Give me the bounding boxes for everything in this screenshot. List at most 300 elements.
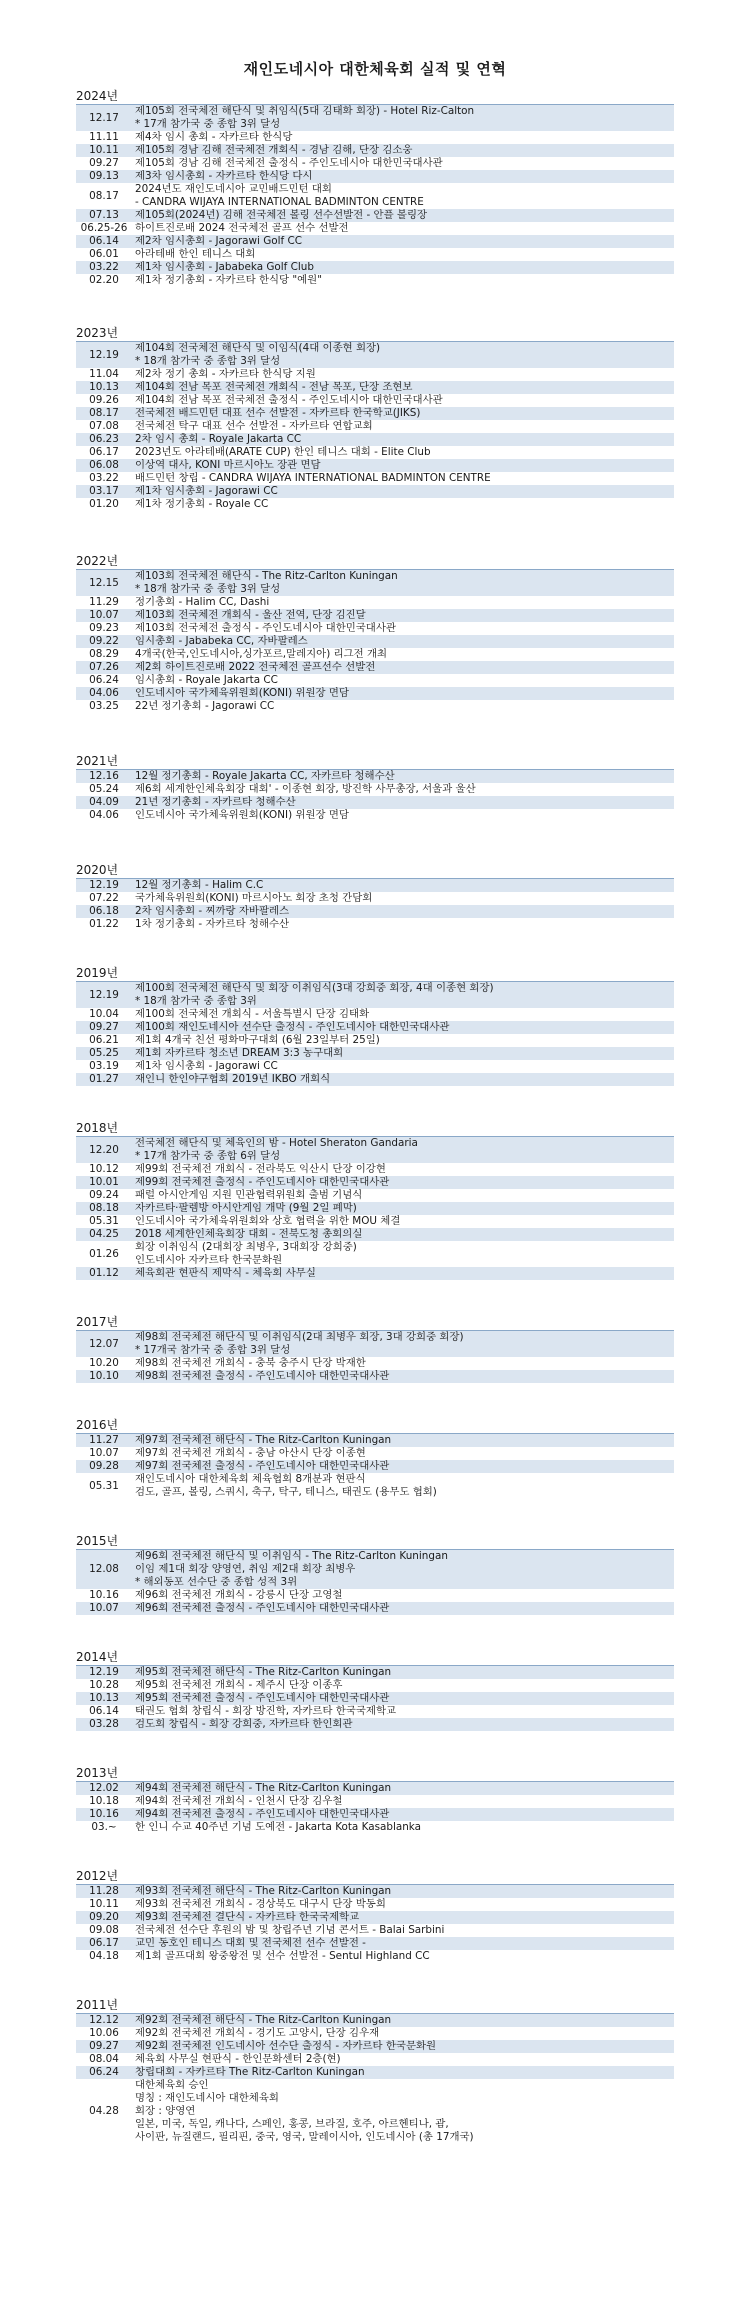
history-entry <box>76 170 674 183</box>
entry-date: 12.07 <box>89 1337 119 1350</box>
entry-description <box>132 1189 674 1202</box>
entry-description <box>132 1550 674 1589</box>
history-entry <box>76 1073 674 1086</box>
entry-line: 제100회 재인도네시아 선수단 출정식 - 주인도네시아 대한민국대사관 <box>135 1021 450 1033</box>
entry-line: 제96회 전국체전 출정식 - 주인도네시아 대한민국대사관 <box>135 1602 390 1614</box>
history-entry <box>76 157 674 170</box>
entry-date: 09.26 <box>89 394 119 406</box>
entry-date: 01.27 <box>89 1073 119 1085</box>
entry-description <box>132 1176 674 1189</box>
entry-description <box>132 1898 674 1911</box>
year-heading: 2022년 <box>76 554 119 568</box>
entry-description <box>132 144 674 157</box>
history-entry <box>76 635 674 648</box>
entry-date: 08.18 <box>89 1202 119 1214</box>
entry-description <box>132 1008 674 1021</box>
entry-description <box>132 1267 674 1280</box>
history-entry <box>76 1202 674 1215</box>
entry-description <box>132 472 674 485</box>
entry-description <box>132 570 674 596</box>
entry-line: 제92회 전국체전 해단식 - The Ritz-Carlton Kuningan <box>135 2014 392 2026</box>
history-entry <box>76 1176 674 1189</box>
entry-line: 제95회 전국체전 개회식 - 제주시 단장 이종후 <box>135 1679 343 1691</box>
history-entry <box>76 105 674 131</box>
entry-date: 06.01 <box>89 248 119 260</box>
year-heading: 2015년 <box>76 1534 119 1548</box>
year-section <box>0 753 750 822</box>
section-gap <box>0 1834 750 1868</box>
year-heading: 2018년 <box>76 1121 119 1135</box>
entry-date: 12.15 <box>89 576 119 589</box>
entry-line: 제93회 전국체전 개회식 - 경상북도 대구시 단장 박동희 <box>135 1898 386 1910</box>
entry-date: 04.06 <box>89 687 119 699</box>
year-section <box>0 1120 750 1280</box>
entry-description <box>132 381 674 394</box>
entry-date: 09.27 <box>89 157 119 169</box>
entry-line: 아라테배 한인 테니스 대회 <box>135 248 256 260</box>
entry-description <box>132 661 674 674</box>
section-gap <box>0 713 750 753</box>
entry-date: 10.07 <box>89 1602 119 1614</box>
entry-line: 22년 정기총회 - Jagorawi CC <box>135 700 275 712</box>
year-section <box>0 862 750 931</box>
section-gap <box>0 1086 750 1120</box>
history-entry <box>76 700 674 713</box>
entry-description <box>132 1692 674 1705</box>
section-gap <box>0 1731 750 1765</box>
history-entry <box>76 1550 674 1589</box>
entry-line: 하이트진로배 2024 전국체전 골프 선수 선발전 <box>135 222 349 234</box>
entry-description <box>132 1228 674 1241</box>
entry-description <box>132 1073 674 1086</box>
history-entry <box>76 209 674 222</box>
history-entry <box>76 687 674 700</box>
entry-line: * 18개 참가국 중 종합 3위 달성 <box>135 583 281 595</box>
history-entry <box>76 905 674 918</box>
document-title: 재인도네시아 대한체육회 실적 및 연혁 <box>243 60 507 78</box>
history-entry <box>76 1215 674 1228</box>
entry-date: 11.29 <box>89 596 119 608</box>
history-entry <box>76 770 674 783</box>
history-entry <box>76 485 674 498</box>
entry-description <box>132 1163 674 1176</box>
history-entry <box>76 381 674 394</box>
history-entry <box>76 1937 674 1950</box>
history-entry <box>76 1241 674 1267</box>
entry-date: 03.22 <box>89 472 119 484</box>
year-heading: 2013년 <box>76 1766 119 1780</box>
entry-line: * 17개국 참가국 중 종합 3위 달성 <box>135 1344 291 1356</box>
entry-date: 12.19 <box>89 348 119 361</box>
entry-line: 제105회 경남 김해 전국체전 개회식 - 경남 김해, 단장 김소웅 <box>135 144 413 156</box>
history-entry <box>76 879 674 892</box>
entry-date: 09.13 <box>89 170 119 182</box>
entry-date: 06.17 <box>89 446 119 458</box>
year-heading: 2023년 <box>76 326 119 340</box>
history-entry <box>76 235 674 248</box>
entry-line: 2023년도 아라테배(ARATE CUP) 한인 테니스 대회 - Elite Club <box>135 446 431 458</box>
entry-line: 전국체전 배드민턴 대표 선수 선발전 - 자카르타 한국학교(JIKS) <box>135 407 421 419</box>
entry-description <box>132 446 674 459</box>
entry-description <box>132 394 674 407</box>
entry-date: 01.26 <box>89 1247 119 1260</box>
year-heading: 2011년 <box>76 1998 119 2012</box>
year-heading: 2017년 <box>76 1315 119 1329</box>
year-section <box>0 553 750 713</box>
entry-description <box>132 1331 674 1357</box>
entry-line: 교민 동호인 테니스 대회 및 전국체전 선수 선발전 - <box>135 1937 366 1949</box>
entry-description <box>132 596 674 609</box>
history-entry <box>76 1589 674 1602</box>
entry-description <box>132 796 674 809</box>
year-heading: 2014년 <box>76 1650 119 1664</box>
entry-description <box>132 2027 674 2040</box>
history-entry <box>76 433 674 446</box>
entry-line: 제98회 전국체전 출정식 - 주인도네시아 대한민국대사관 <box>135 1370 390 1382</box>
entry-description <box>132 609 674 622</box>
history-entry <box>76 2079 674 2144</box>
entry-description <box>132 157 674 170</box>
entry-line: 제100회 전국체전 개회식 - 서울특별시 단장 김태화 <box>135 1008 370 1020</box>
entry-line: 제99회 전국체전 출정식 - 주인도네시아 대한민국대사관 <box>135 1176 390 1188</box>
entry-description <box>132 809 674 822</box>
entry-line: 검도, 골프, 볼링, 스쿼시, 축구, 탁구, 테니스, 태권도 (용무도 협회) <box>135 1486 437 1498</box>
entry-line: 제6회 세계한인체육회장 대회' - 이종현 회장, 방진학 사무총장, 서울과 울산 <box>135 783 476 795</box>
history-entry <box>76 1473 674 1499</box>
entry-line: 체육회 사무실 현판식 - 한인문화센터 2층(현) <box>135 2053 341 2065</box>
entry-line: 제1회 골프대회 왕중왕전 및 선수 선발전 - Sentul Highland CC <box>135 1950 430 1962</box>
history-entry <box>76 1924 674 1937</box>
entry-date: 08.04 <box>89 2053 119 2065</box>
entry-line: 회장 : 양영연 <box>135 2105 196 2117</box>
entry-line: 제95회 전국체전 해단식 - The Ritz-Carlton Kuningan <box>135 1666 392 1678</box>
entry-date: 01.12 <box>89 1267 119 1279</box>
entry-line: 회장 이취임식 (2대회장 최병우, 3대회장 강희중) <box>135 1241 357 1253</box>
entry-description <box>132 1434 674 1447</box>
history-entry <box>76 796 674 809</box>
entry-date: 09.22 <box>89 635 119 647</box>
history-entry <box>76 622 674 635</box>
entry-line: 제103회 전국체전 해단식 - The Ritz-Carlton Kuningan <box>135 570 398 582</box>
history-entry <box>76 1718 674 1731</box>
entry-description <box>132 1602 674 1615</box>
entry-description <box>132 1357 674 1370</box>
entry-date: 10.28 <box>89 1679 119 1691</box>
entry-line: 제104회 전국체전 해단식 및 이임식(4대 이종현 회장) <box>135 342 381 354</box>
entry-line: 태권도 협회 창립식 - 회장 방진학, 자카르타 한국국제학교 <box>135 1705 397 1717</box>
entry-date: 04.25 <box>89 1228 119 1240</box>
entry-line: 1차 정기총회 - 자카르타 청해수산 <box>135 918 290 930</box>
entry-description <box>132 498 674 511</box>
entry-description <box>132 1885 674 1898</box>
entry-line: * 17개 참가국 중 종합 6위 달성 <box>135 1150 281 1162</box>
entry-line: 제98회 전국체전 개회식 - 충북 충주시 단장 박재한 <box>135 1357 366 1369</box>
entry-line: 2018 세계한인체육회장 대회 - 전북도청 총회의실 <box>135 1228 363 1240</box>
entry-date: 11.27 <box>89 1434 119 1446</box>
entry-line: 인도네시아 국가체육위원회와 상호 협력을 위한 MOU 체결 <box>135 1215 401 1227</box>
history-entry <box>76 982 674 1008</box>
entry-description <box>132 905 674 918</box>
entry-line: 제1회 4개국 친선 평화마구대회 (6월 23일부터 25일) <box>135 1034 380 1046</box>
history-entry <box>76 1447 674 1460</box>
history-entry <box>76 2014 674 2027</box>
entry-date: 03.28 <box>89 1718 119 1730</box>
entry-line: 제99회 전국체전 개회식 - 전라북도 익산시 단장 이강현 <box>135 1163 386 1175</box>
entry-date: 09.24 <box>89 1189 119 1201</box>
entry-date: 09.23 <box>89 622 119 634</box>
entry-description <box>132 1473 674 1499</box>
entry-line: 제94회 전국체전 개회식 - 인천시 단장 김우철 <box>135 1795 343 1807</box>
year-heading: 2019년 <box>76 966 119 980</box>
year-section <box>0 1868 750 1963</box>
entry-line: 제2회 하이트진로배 2022 전국체전 골프선수 선발전 <box>135 661 376 673</box>
entry-description <box>132 1679 674 1692</box>
entry-line: 제96회 전국체전 해단식 및 이취임식 - The Ritz-Carlton Kuningan <box>135 1550 448 1562</box>
entry-line: 검도회 창립식 - 회장 강희중, 자카르타 한인회관 <box>135 1718 353 1730</box>
entry-description <box>132 209 674 222</box>
entry-line: 자카르타·팔렘방 아시안게임 개막 (9월 2일 폐막) <box>135 1202 357 1214</box>
entry-description <box>132 235 674 248</box>
entry-line: 제1회 자카르타 청소년 DREAM 3:3 농구대회 <box>135 1047 344 1059</box>
entry-date: 03.25 <box>89 700 119 712</box>
entry-date: 12.12 <box>89 2014 119 2026</box>
history-entry <box>76 498 674 511</box>
entry-date: 07.26 <box>89 661 119 673</box>
entry-description <box>132 131 674 144</box>
entry-line: 제94회 전국체전 해단식 - The Ritz-Carlton Kuningan <box>135 1782 392 1794</box>
entry-description <box>132 2040 674 2053</box>
entry-line: 제2차 정기 총회 - 자카르타 한식당 지원 <box>135 368 316 380</box>
entry-description <box>132 1215 674 1228</box>
entry-line: 제95회 전국체전 출정식 - 주인도네시아 대한민국대사관 <box>135 1692 390 1704</box>
entry-description <box>132 2079 674 2144</box>
entry-date: 06.24 <box>89 2066 119 2078</box>
history-entry <box>76 892 674 905</box>
section-gap <box>0 931 750 965</box>
entry-line: 12월 정기총회 - Royale Jakarta CC, 자카르타 청해수산 <box>135 770 395 782</box>
entry-date: 11.04 <box>89 368 119 380</box>
history-entry <box>76 472 674 485</box>
entry-line: 재인니 한인야구협회 2019년 IKBO 개회식 <box>135 1073 331 1085</box>
entry-date: 04.06 <box>89 809 119 821</box>
history-entry <box>76 596 674 609</box>
history-entry <box>76 1434 674 1447</box>
entry-line: 전국체전 선수단 후원의 밤 및 창립주년 기념 콘서트 - Balai Sarbini <box>135 1924 445 1936</box>
entry-line: 제104회 전남 목포 전국체전 출정식 - 주인도네시아 대한민국대사관 <box>135 394 443 406</box>
entry-description <box>132 770 674 783</box>
entry-description <box>132 622 674 635</box>
entry-date: 05.24 <box>89 783 119 795</box>
entry-description <box>132 1718 674 1731</box>
year-section <box>0 1533 750 1615</box>
entry-description <box>132 1950 674 1963</box>
entry-line: * 해외동포 선수단 중 종합 성적 3위 <box>135 1576 298 1588</box>
entry-description <box>132 170 674 183</box>
entry-description <box>132 459 674 472</box>
entry-line: 제1차 정기총회 - 자카르타 한식당 "예원" <box>135 274 322 286</box>
history-entry <box>76 1911 674 1924</box>
year-heading: 2012년 <box>76 1869 119 1883</box>
history-entry <box>76 1679 674 1692</box>
year-heading: 2021년 <box>76 754 119 768</box>
entry-date: 06.21 <box>89 1034 119 1046</box>
entry-line: 임시총회 - Jababeka CC, 자바팔레스 <box>135 635 308 647</box>
entry-description <box>132 1460 674 1473</box>
entry-description <box>132 2066 674 2079</box>
entry-date: 01.22 <box>89 918 119 930</box>
history-entry <box>76 394 674 407</box>
entry-description <box>132 1060 674 1073</box>
entry-date: 12.16 <box>89 770 119 782</box>
entry-description <box>132 420 674 433</box>
entry-description <box>132 1666 674 1679</box>
history-entry <box>76 1898 674 1911</box>
year-section <box>0 1649 750 1731</box>
entry-date: 12.17 <box>89 111 119 124</box>
entry-date: 05.31 <box>89 1215 119 1227</box>
entry-description <box>132 248 674 261</box>
entry-description <box>132 1795 674 1808</box>
entry-date: 06.23 <box>89 433 119 445</box>
entry-line: - CANDRA WIJAYA INTERNATIONAL BADMINTON CENTRE <box>135 196 424 208</box>
history-entry <box>76 1267 674 1280</box>
entry-description <box>132 783 674 796</box>
entry-line: 제97회 전국체전 출정식 - 주인도네시아 대한민국대사관 <box>135 1460 390 1472</box>
entry-line: 패럴 아시안게임 지원 민관협력위원회 출범 기념식 <box>135 1189 363 1201</box>
entry-line: 제104회 전남 목포 전국체전 개회식 - 전남 목포, 단장 조현보 <box>135 381 413 393</box>
year-section <box>0 1765 750 1834</box>
entry-date: 03.17 <box>89 485 119 497</box>
entry-line: 제103회 전국체전 개회식 - 울산 전역, 단장 김진달 <box>135 609 366 621</box>
history-entry <box>76 918 674 931</box>
history-entry <box>76 1821 674 1834</box>
entry-line: 전국체전 해단식 및 체육인의 밤 - Hotel Sheraton Gandaria <box>135 1137 418 1149</box>
entry-date: 10.11 <box>89 144 119 156</box>
entry-description <box>132 2053 674 2066</box>
entry-description <box>132 1937 674 1950</box>
entry-line: 제105회 전국체전 해단식 및 취임식(5대 김태화 회장) - Hotel Riz-Calton <box>135 105 475 117</box>
entry-description <box>132 105 674 131</box>
history-entry <box>76 1189 674 1202</box>
entry-line: 인도네시아 국가체육위원회(KONI) 위원장 면담 <box>135 687 349 699</box>
entry-date: 10.20 <box>89 1357 119 1369</box>
entry-line: 제103회 전국체전 출정식 - 주인도네시아 대한민국대사관 <box>135 622 396 634</box>
history-entry <box>76 1666 674 1679</box>
history-entry <box>76 1034 674 1047</box>
entry-date: 12.02 <box>89 1782 119 1794</box>
entry-description <box>132 700 674 713</box>
year-section <box>0 1997 750 2144</box>
history-entry <box>76 1950 674 1963</box>
entry-date: 06.17 <box>89 1937 119 1949</box>
entry-date: 08.17 <box>89 407 119 419</box>
history-entry <box>76 2053 674 2066</box>
section-gap <box>0 1615 750 1649</box>
entry-date: 09.28 <box>89 1460 119 1472</box>
entry-date: 10.11 <box>89 1898 119 1910</box>
entry-description <box>132 1047 674 1060</box>
entry-line: 제4차 임시 총회 - 자카르타 한식당 <box>135 131 293 143</box>
entry-line: 제92회 전국체전 인도네시아 선수단 출정식 - 자카르타 한국문화원 <box>135 2040 437 2052</box>
entry-date: 03.22 <box>89 261 119 273</box>
history-entry <box>76 274 674 287</box>
entry-line: 제3차 임시총회 - 자카르타 한식당 다시 <box>135 170 313 182</box>
entry-date: 09.20 <box>89 1911 119 1923</box>
history-entry <box>76 1692 674 1705</box>
year-section <box>0 1417 750 1499</box>
entry-description <box>132 1202 674 1215</box>
entry-line: 제1차 임시총회 - Jagorawi CC <box>135 1060 278 1072</box>
entry-line: * 18개 참가국 중 종합 3위 <box>135 995 257 1007</box>
entry-date: 08.29 <box>89 648 119 660</box>
history-list <box>0 88 750 2144</box>
entry-line: 국가체육위원회(KONI) 마르시아노 회장 초청 간담회 <box>135 892 373 904</box>
entry-description <box>132 433 674 446</box>
entry-line: 제100회 전국체전 해단식 및 회장 이취임식(3대 강희중 회장, 4대 이종현 회장) <box>135 982 494 994</box>
history-entry <box>76 1795 674 1808</box>
entry-line: 인도네시아 자카르타 한국문화원 <box>135 1254 283 1266</box>
history-entry <box>76 661 674 674</box>
entry-date: 06.14 <box>89 235 119 247</box>
entry-description <box>132 1021 674 1034</box>
entry-date: 09.27 <box>89 1021 119 1033</box>
entry-line: 제97회 전국체전 해단식 - The Ritz-Carlton Kuningan <box>135 1434 392 1446</box>
entry-date: 12.19 <box>89 988 119 1001</box>
entry-date: 05.25 <box>89 1047 119 1059</box>
entry-line: * 18개 참가국 중 종합 3위 달성 <box>135 355 281 367</box>
entry-line: 이임 제1대 회장 양영연, 취임 제2대 회장 최병우 <box>135 1563 356 1575</box>
history-entry <box>76 1370 674 1383</box>
history-entry <box>76 2040 674 2053</box>
history-entry <box>76 1008 674 1021</box>
history-entry <box>76 248 674 261</box>
entry-line: 일본, 미국, 독일, 캐나다, 스페인, 홍콩, 브라질, 호주, 아르헨티나, 괌, <box>135 2118 449 2130</box>
entry-line: 이상역 대사, KONI 마르시아노 장관 면담 <box>135 459 321 471</box>
entry-line: 체육회관 현판식 제막식 - 체육회 사무실 <box>135 1267 316 1279</box>
history-entry <box>76 407 674 420</box>
entry-date: 10.16 <box>89 1589 119 1601</box>
entry-line: 2차 임시 총회 - Royale Jakarta CC <box>135 433 302 445</box>
entry-date: 10.13 <box>89 1692 119 1704</box>
entry-description <box>132 342 674 368</box>
history-entry <box>76 809 674 822</box>
history-entry <box>76 1460 674 1473</box>
entry-date: 10.07 <box>89 1447 119 1459</box>
entry-date: 10.01 <box>89 1176 119 1188</box>
entry-description <box>132 982 674 1008</box>
entry-date: 06.24 <box>89 674 119 686</box>
entry-description <box>132 635 674 648</box>
history-entry <box>76 420 674 433</box>
section-gap <box>0 1963 750 1997</box>
year-section <box>0 965 750 1086</box>
history-entry <box>76 1228 674 1241</box>
history-entry <box>76 222 674 235</box>
entry-description <box>132 222 674 235</box>
history-entry <box>76 1705 674 1718</box>
history-entry <box>76 648 674 661</box>
entry-date: 10.04 <box>89 1008 119 1020</box>
entry-description <box>132 1705 674 1718</box>
entry-date: 10.10 <box>89 1370 119 1382</box>
entry-date: 10.13 <box>89 381 119 393</box>
entry-line: 재인도네시아 대한체육회 체육협회 8개분과 현판식 <box>135 1473 366 1485</box>
entry-line: 사이판, 뉴질랜드, 필리핀, 중국, 영국, 말레이시아, 인도네시아 (총 17개국) <box>135 2131 474 2143</box>
entry-line: 제98회 전국체전 해단식 및 이취임식(2대 최병우 회장, 3대 강희중 회장) <box>135 1331 464 1343</box>
entry-line: 제1차 임시총회 - Jagorawi CC <box>135 485 278 497</box>
entry-description <box>132 1241 674 1267</box>
entry-description <box>132 485 674 498</box>
